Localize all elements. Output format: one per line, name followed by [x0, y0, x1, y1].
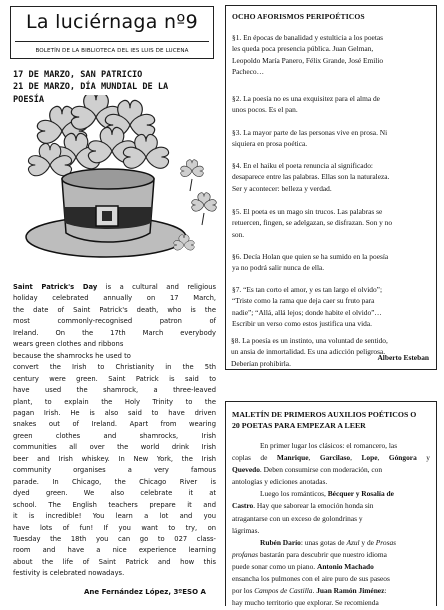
masthead — [10, 6, 214, 59]
masthead-divider — [15, 41, 209, 42]
shamrock-hat-illustration — [14, 95, 224, 265]
date-line-1: 17 DE MARZO, SAN PATRICIO — [13, 70, 143, 80]
article-line: because the shamrocks he used to — [13, 351, 131, 360]
aphorisms-signature: Alberto Esteban — [377, 353, 429, 362]
article-line: most commonly-recognised patron of — [13, 317, 216, 326]
maletin-line: profanas bastarán para descubrir que nuestro idioma — [232, 549, 387, 559]
aphorism-7: §7. “Es tan corto el amor, y es tan largo el olvido”; “Triste como la rama que deja caer su fruto para nadie”; “Allá, allá lejos; donde habite el olvido”… Escribir un verso como estos justifica una vida. — [232, 285, 383, 329]
maletin-box — [225, 401, 437, 606]
article-line: snakes out of Ireland. Apart from wearing — [13, 420, 216, 429]
maletin-heading-line-2: 20 POETAS PARA EMPEZAR A LEER — [232, 421, 366, 430]
maletin-line: antologías y ediciones anotadas. — [232, 477, 328, 487]
maletin-line: atragantarse con un exceso de golondrinas y — [232, 513, 363, 523]
article-signature: Ane Fernández López, 3ºESO A — [84, 588, 206, 596]
aphorism-6: §6. Decía Holan que quien se ha sumido en la poesía ya no podrá salir nunca de ella. — [232, 252, 389, 273]
article-line: century were green. Saint Patrick is said to — [13, 374, 216, 383]
aphorism-2: §2. La poesía no es una exquisitez para el alma de unos pocos. Es el pan. — [232, 94, 380, 115]
article-line: it is incredible! You learn a lot and you — [13, 512, 216, 521]
article-line: the date of Saint Patrick's death, who is the — [13, 305, 216, 314]
maletin-line: Quevedo. Deben consumirse con moderación, con — [232, 465, 383, 475]
maletin-line: ensancha los pulmones con el aire puro de sus paseos — [232, 574, 390, 584]
article-line: pagan Irish. He is also said to have driven — [13, 408, 216, 417]
article-line: plant, to explain the Holy Trinity to the — [13, 397, 216, 406]
maletin-line: coplas de Manrique, Garcilaso, Lope, Góngora y — [232, 453, 430, 463]
maletin-line: hay mucho territorio que explorar. Se recomienda — [232, 598, 379, 608]
maletin-line: Luego los románticos, Bécquer y Rosalía de — [260, 489, 394, 499]
maletin-line: Castro. Hay que saborear la emoción honda sin — [232, 501, 374, 511]
aphorism-1: §1. En épocas de banalidad y estulticia a los poetas les queda poca presencia pública. Juan Gelman, Leopoldo María Panero, Félix Grande, José Emilio Pacheco… — [232, 33, 384, 77]
aphorism-3: §3. La mayor parte de las personas vive en prosa. Ni siquiera en prosa poética. — [232, 128, 388, 149]
date-line-3: POESÍA — [13, 94, 45, 105]
article-line: dyed green. We also celebrate it at — [13, 489, 216, 498]
article-line: holiday celebrated annually on 17 March, — [13, 294, 216, 303]
maletin-line: Rubén Darío: unas gotas de Azul y de Prosas — [260, 537, 397, 547]
maletin-line: En primer lugar los clásicos: el romancero, las — [260, 441, 398, 450]
article-line: have lots of fun! If you want to try, on — [13, 523, 216, 532]
article-line: parade. In Chicago, the Chicago River is — [13, 477, 216, 486]
saint-patrick-article — [13, 282, 216, 580]
maletin-line: lágrimas. — [232, 525, 260, 535]
maletin-line: por los Campos de Castilla. Juan Ramón Jiménez: — [232, 586, 387, 596]
maletin-body — [232, 440, 430, 609]
article-line: Ireland. On the 17th March everybody — [13, 328, 216, 337]
article-line: beer and Irish whiskey. In New York, the Irish — [13, 454, 216, 463]
aphorisms-box — [225, 5, 437, 370]
newsletter-subtitle: BOLETÍN DE LA BIBLIOTECA DEL IES LUIS DE LUCENA — [35, 48, 189, 54]
maletin-line: puede sonar como un piano. Antonio Machado — [232, 561, 374, 571]
maletin-heading-line-1: MALETÍN DE PRIMEROS AUXILIOS POÉTICOS O — [232, 410, 417, 419]
article-line: convert the Irish to Christianity in the 5th — [13, 363, 216, 372]
aphorisms-heading: OCHO AFORISMOS PERIPOÉTICOS — [232, 12, 365, 21]
article-line: communities all over the world drink Irish — [13, 443, 216, 452]
aphorism-8: §8. La poesía es un instinto, una voluntad de sentido, un ansia de inmortalidad. Es una adicción peligrosa. Deberían prohibirla. — [231, 336, 388, 368]
aphorism-5: §5. El poeta es un mago sin trucos. Las palabras se retuercen, fingen, se adelgazan, se disfrazan. Son y no son. — [232, 207, 393, 239]
article-line: have used the shamrock, a three-leaved — [13, 386, 216, 395]
article-lead: Saint Patrick's Day — [13, 283, 98, 291]
article-line: room and have a nice experience learning — [13, 546, 216, 555]
article-line: wears green clothes and ribbons — [13, 340, 124, 349]
article-line: festivity is celebrated nowadays. — [13, 569, 125, 578]
aphorism-4: §4. En el haiku el poeta renuncia al significado: desaparece entre las palabras. Ellas son la naturaleza. Ser y acontecer: belleza y verdad. — [232, 161, 390, 193]
article-line: green clothes and shamrocks, Irish — [13, 431, 216, 440]
newsletter-title: La luciérnaga nº9 — [25, 11, 199, 33]
article-line: is a cultural and religious — [97, 283, 216, 291]
date-line-2: 21 DE MARZO, DÍA MUNDIAL DE LA — [13, 82, 169, 93]
article-line: about the life of Saint Patrick and how this — [13, 557, 216, 566]
article-line: school. The English teachers prepare it and — [13, 500, 216, 509]
article-line: Tuesday the 18th you can go to 027 class- — [13, 534, 216, 543]
article-line: community organises a very famous — [13, 466, 216, 475]
